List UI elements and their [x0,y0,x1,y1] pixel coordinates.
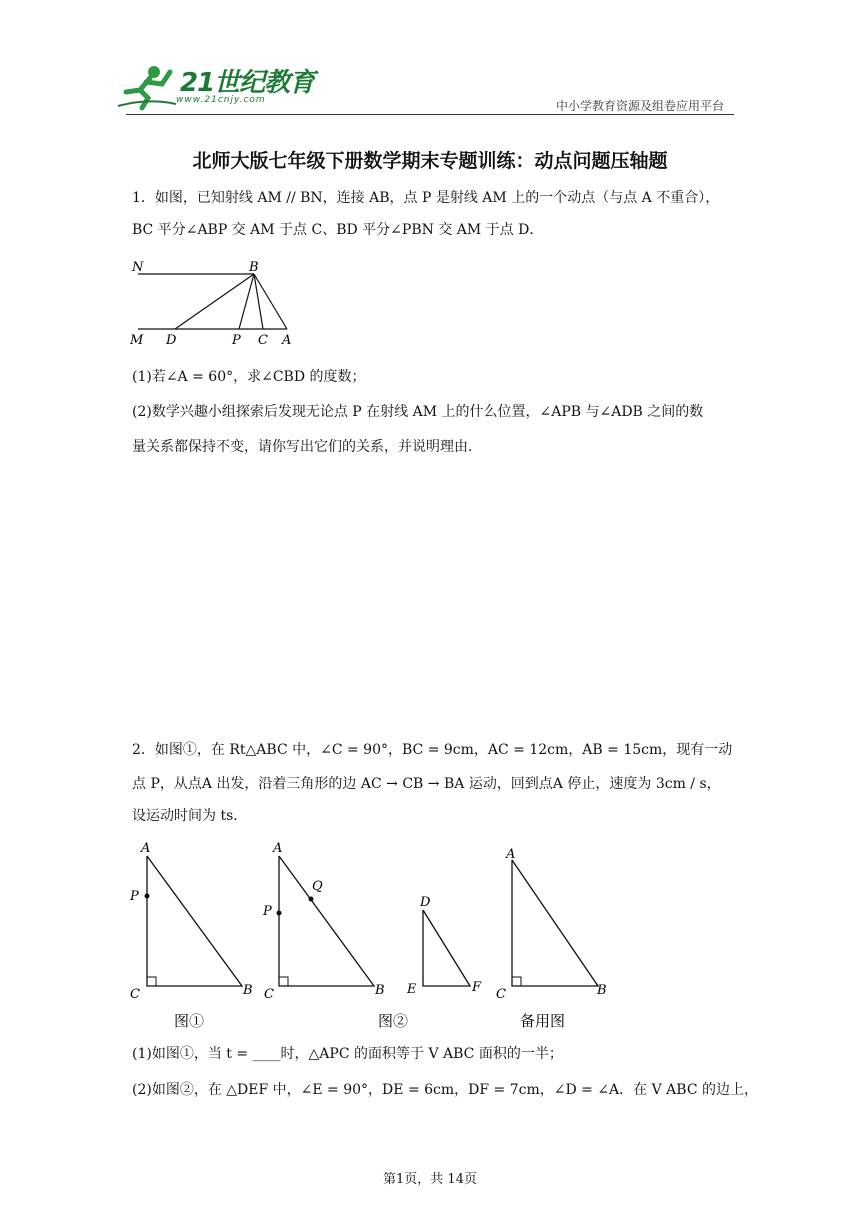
fig1-label-P: P [130,889,139,904]
fig2-label-B: B [375,983,385,998]
label-P: P [232,333,241,348]
fig4-label-C: C [496,987,506,1002]
q2-line-2: 点 P，从点A 出发，沿着三角形的边 AC → CB → BA 运动，回到点A 停止，速度为 3cm / s， [132,776,721,792]
fig2-label-Q: Q [312,879,323,894]
label-M: M [130,333,144,348]
page-footer: 第1页，共 14页 [383,1172,477,1187]
fig3-label-E: E [407,982,417,997]
label-A: A [282,333,292,348]
fig1-label-C: C [130,987,140,1002]
logo-url: www.21cnjy.com [176,95,266,105]
q1-part-2-line-2: 量关系都保持不变，请你写出它们的关系，并说明理由． [132,439,482,455]
fig1-caption: 图① [174,1012,205,1030]
q1-line-2: BC 平分∠ABP 交 AM 于点 C、BD 平分∠PBN 交 AM 于点 D． [132,222,544,238]
q2-part-1: (1)如图①，当 t = ____时，△APC 的面积等于 V ABC 面积的一半； [132,1046,563,1062]
runner-logo-icon [118,62,178,112]
fig3-label-F: F [472,980,482,995]
q2-line-1: 2．如图①，在 Rt△ABC 中，∠C = 90°，BC = 9cm，AC = 12cm，AB = 15cm，现有一动 [132,742,733,758]
fig2-label-A: A [273,841,283,856]
label-N: N [132,260,144,275]
q2-part-2: (2)如图②，在 △DEF 中，∠E = 90°，DE = 6cm，DF = 7cm，∠D = ∠A．在 V ABC 的边上， [132,1082,758,1098]
fig4-label-B: B [597,983,607,998]
q2-figure-1 [126,838,266,1038]
page-title: 北师大版七年级下册数学期末专题训练：动点问题压轴题 [192,150,668,172]
q1-figure [126,256,306,352]
fig2-caption: 图② [378,1012,409,1030]
q2-figure-3 [400,890,490,1000]
label-C: C [258,333,268,348]
q2-figure-2 [258,838,409,1038]
q1-line-1: 1．如图，已知射线 AM // BN，连接 AB，点 P 是射线 AM 上的一个动点（与点 A 不重合）， [132,190,720,206]
logo [118,62,315,112]
fig1-label-B: B [243,983,253,998]
fig2-label-P: P [263,904,272,919]
platform-name: 中小学教育资源及组卷应用平台 [555,99,724,113]
header-divider [126,114,734,115]
logo-text: 21世纪教育 [180,68,315,98]
fig2-label-C: C [264,987,274,1002]
q1-part-2-line-1: (2)数学兴趣小组探索后发现无论点 P 在射线 AM 上的什么位置，∠APB 与∠ADB 之间的数 [132,404,704,420]
q2-figure-4 [492,838,632,1038]
fig4-caption: 备用图 [520,1012,566,1030]
fig4-label-A: A [506,847,516,862]
label-B: B [249,260,259,275]
q2-line-3: 设运动时间为 ts． [132,808,248,824]
label-D: D [166,333,177,348]
q1-part-1: (1)若∠A = 60°，求∠CBD 的度数； [132,369,366,385]
fig3-label-D: D [420,895,431,910]
fig1-label-A: A [141,841,151,856]
